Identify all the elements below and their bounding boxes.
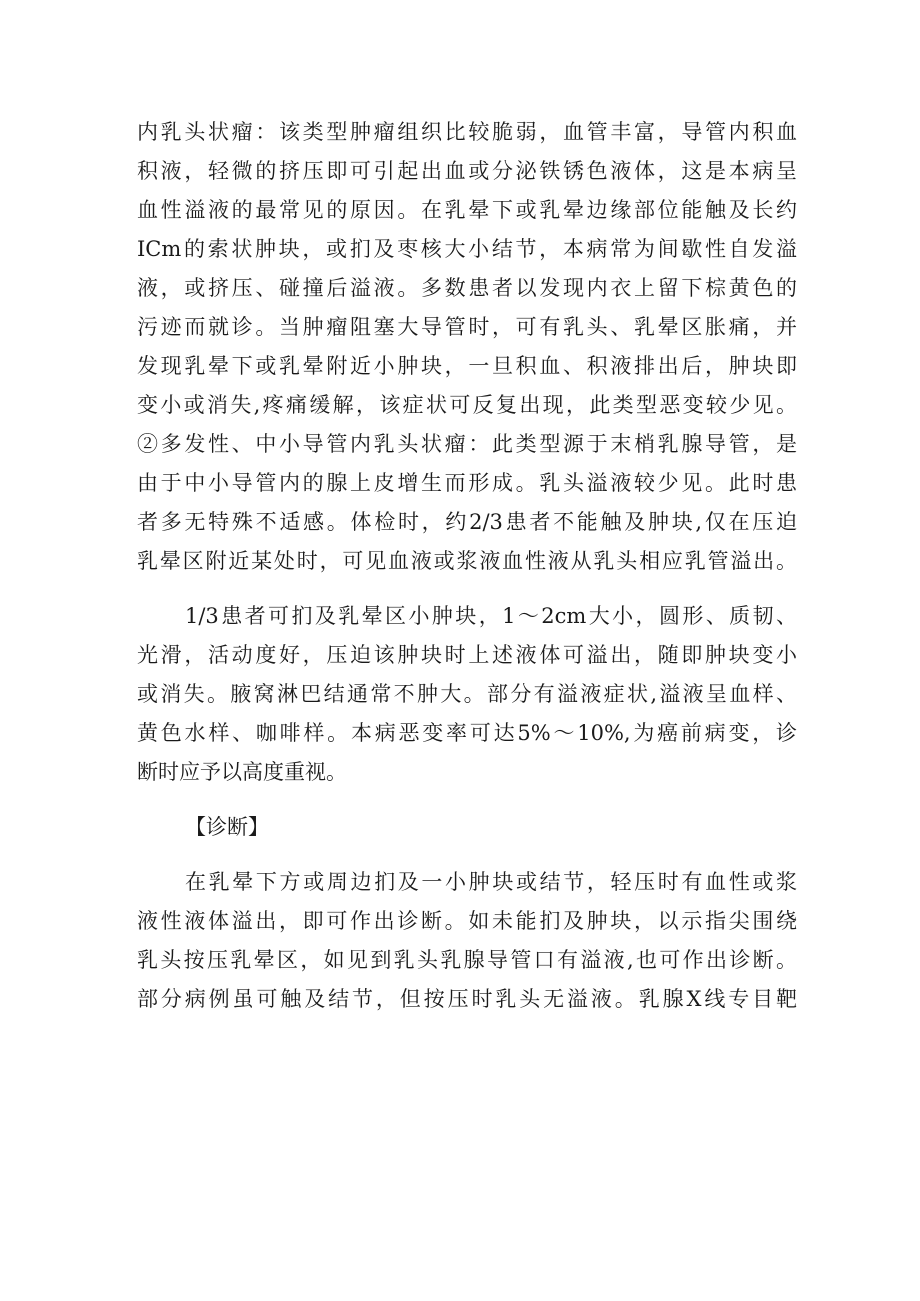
text-line: 由于中小导管内的腺上皮增生而形成。乳头溢液较少见。此时患: [137, 471, 797, 495]
paragraph-papilloma-description: [137, 113, 797, 581]
paragraph-small-mass: [137, 597, 797, 792]
text-line: 血性溢液的最常见的原因。在乳晕下或乳晕边缘部位能触及长约: [137, 198, 797, 222]
section-heading-diagnosis: 【诊断】: [185, 815, 269, 839]
text-line: 在乳晕下方或周边扪及一小肿块或结节，轻压时有血性或浆: [185, 870, 797, 894]
text-line: 污迹而就诊。当肿瘤阻塞大导管时，可有乳头、乳晕区胀痛，并: [137, 315, 797, 339]
text-line: 变小或消失,疼痛缓解，该症状可反复出现，此类型恶变较少见。: [137, 393, 797, 417]
text-line: 黄色水样、咖啡样。本病恶变率可达5%～10%,为癌前病变，诊: [137, 721, 797, 745]
paragraph-gap: [137, 792, 797, 808]
text-line: 断时应予以高度重视。: [137, 760, 347, 784]
text-line: 光滑，活动度好，压迫该肿块时上述液体可溢出，随即肿块变小: [137, 643, 797, 667]
paragraph-diagnosis: [137, 863, 797, 1019]
text-line: 液性液体溢出，即可作出诊断。如未能扪及肿块，以示指尖围绕: [137, 909, 797, 933]
text-line: 乳晕区附近某处时，可见血液或浆液血性液从乳头相应乳管溢出。: [137, 549, 797, 573]
text-line: 者多无特殊不适感。体检时，约2/3患者不能触及肿块,仅在压迫: [137, 510, 797, 534]
text-line: 1/3患者可扪及乳晕区小肿块，1～2cm大小，圆形、质韧、: [185, 604, 797, 628]
paragraph-gap: [137, 847, 797, 863]
text-line: ②多发性、中小导管内乳头状瘤：此类型源于末梢乳腺导管，是: [137, 432, 797, 456]
text-line: 发现乳晕下或乳晕附近小肿块，一旦积血、积液排出后，肿块即: [137, 354, 797, 378]
text-line: 或消失。腋窝淋巴结通常不肿大。部分有溢液症状,溢液呈血样、: [137, 682, 797, 706]
text-line: 液，或挤压、碰撞后溢液。多数患者以发现内衣上留下棕黄色的: [137, 276, 797, 300]
text-line: 部分病例虽可触及结节，但按压时乳头无溢液。乳腺X线专目靶: [137, 987, 797, 1011]
text-line: ICm的索状肿块，或扪及枣核大小结节，本病常为间歇性自发溢: [137, 237, 797, 261]
paragraph-gap: [137, 581, 797, 597]
text-line: 乳头按压乳晕区，如见到乳头乳腺导管口有溢液,也可作出诊断。: [137, 948, 797, 972]
text-line: 内乳头状瘤：该类型肿瘤组织比较脆弱，血管丰富，导管内积血: [137, 120, 797, 144]
text-line: 积液，轻微的挤压即可引起出血或分泌铁锈色液体，这是本病呈: [137, 159, 797, 183]
document-body: [137, 113, 797, 1019]
